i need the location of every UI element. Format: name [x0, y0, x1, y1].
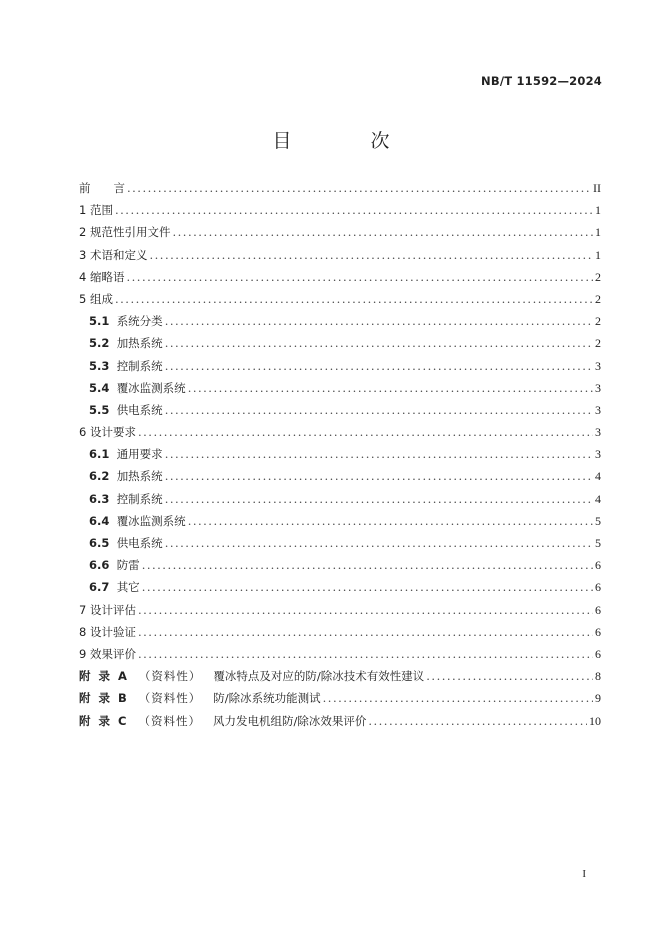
- toc-entry-label: 组成: [89, 291, 113, 306]
- toc-entry-page: 2: [595, 314, 601, 329]
- toc-entry[interactable]: [79, 424, 601, 446]
- toc-entry-number: 3: [79, 247, 87, 262]
- dot-leader: [165, 336, 593, 350]
- toc-entry[interactable]: [79, 579, 601, 601]
- toc-entry-page: 3: [595, 402, 601, 417]
- toc-entry-label: 控制系统: [116, 491, 163, 506]
- toc-entry-number: 6.2: [89, 469, 110, 484]
- toc-entry-page: 5: [595, 536, 601, 550]
- toc-entry-number: 1: [79, 203, 87, 218]
- annex-title: 覆冰特点及对应的防/除冰技术有效性建议: [213, 669, 425, 684]
- toc-entry-spacer: [109, 558, 116, 572]
- toc-entry-spacer: [109, 514, 116, 528]
- toc-entry[interactable]: [79, 380, 601, 402]
- dot-leader: [165, 536, 593, 550]
- dot-leader: [165, 447, 593, 461]
- dot-leader: [165, 403, 593, 417]
- toc-entry[interactable]: [79, 224, 601, 246]
- toc-entry-number: 5.3: [89, 358, 110, 373]
- toc-entry[interactable]: [79, 491, 601, 513]
- toc-entry-spacer: [109, 359, 116, 373]
- toc-entry-spacer: [109, 447, 116, 461]
- toc-entry-number: 7: [79, 602, 87, 617]
- toc-entry-page: 1: [595, 247, 601, 262]
- toc-entry-page: 2: [595, 336, 601, 351]
- toc-entry-label: 加热系统: [116, 469, 163, 484]
- dot-leader: [138, 425, 593, 439]
- dot-leader: [426, 669, 593, 683]
- toc-entry[interactable]: [79, 358, 601, 380]
- dot-leader: [115, 292, 593, 306]
- toc-entry[interactable]: [79, 646, 601, 668]
- toc-entry[interactable]: [79, 269, 601, 291]
- toc-entry-label: 效果评价: [89, 646, 136, 661]
- toc-entry[interactable]: [79, 202, 601, 224]
- toc-entry-number: 6.6: [89, 558, 110, 573]
- dot-leader: [138, 647, 593, 661]
- toc-entry-number: 5.2: [89, 336, 110, 351]
- dot-leader: [323, 691, 593, 705]
- toc-entry-number: 6.3: [89, 491, 110, 506]
- toc-entry-page: 3: [595, 447, 601, 462]
- dot-leader: [165, 314, 593, 328]
- annex-title: 风力发电机组防/除冰效果评价: [212, 713, 367, 728]
- table-of-contents: [79, 180, 601, 735]
- toc-entry-page: 3: [595, 358, 601, 373]
- toc-entry[interactable]: [79, 624, 601, 646]
- dot-leader: [172, 225, 593, 239]
- toc-entry-spacer: [109, 536, 116, 550]
- dot-leader: [368, 714, 587, 728]
- toc-entry-label: 系统分类: [116, 314, 163, 329]
- toc-entry-label: 设计验证: [89, 624, 136, 639]
- dot-leader: [149, 248, 593, 262]
- toc-entry-page: 3: [595, 425, 601, 440]
- dot-leader: [165, 492, 593, 506]
- toc-entry-page: 5: [595, 513, 601, 528]
- page-number: I: [582, 868, 586, 880]
- toc-entry-number: 5.1: [89, 314, 110, 329]
- toc-entry-page: 3: [595, 380, 601, 395]
- toc-entry[interactable]: [79, 602, 601, 624]
- dot-leader: [142, 580, 593, 594]
- annex-page: 9: [595, 691, 601, 706]
- toc-entry[interactable]: [79, 446, 601, 468]
- toc-entry-page: 6: [595, 624, 601, 639]
- toc-entry-label: 供电系统: [116, 536, 163, 550]
- toc-entry-page: II: [593, 181, 601, 195]
- toc-entry-spacer: [109, 469, 116, 483]
- dot-leader: [165, 469, 593, 483]
- toc-entry-spacer: [109, 336, 116, 350]
- toc-entry[interactable]: [79, 180, 601, 202]
- dot-leader: [142, 558, 593, 572]
- toc-entry[interactable]: [79, 513, 601, 535]
- annex-letter: A: [118, 669, 127, 684]
- toc-entry-page: 6: [595, 580, 601, 595]
- annex-letter: B: [118, 691, 127, 706]
- toc-entry-spacer: [109, 492, 116, 506]
- toc-entry[interactable]: [79, 335, 601, 357]
- toc-entry-label: 缩略语: [89, 269, 125, 284]
- toc-entry-number: 6.4: [89, 513, 110, 528]
- annex-letter: C: [118, 713, 127, 728]
- dot-leader: [188, 514, 593, 528]
- toc-entry-spacer: [109, 580, 116, 594]
- toc-entry-number: 6.7: [89, 580, 110, 595]
- toc-entry-spacer: [109, 403, 116, 417]
- toc-entry-label: 范围: [89, 203, 113, 218]
- dot-leader: [188, 381, 593, 395]
- toc-entry[interactable]: [79, 535, 601, 557]
- toc-entry-page: 2: [595, 269, 601, 284]
- toc-entry[interactable]: [79, 313, 601, 335]
- annex-type: （资料性）: [138, 669, 202, 684]
- toc-entry-page: 1: [595, 225, 601, 240]
- dot-leader: [127, 181, 591, 195]
- annex-type: （资料性）: [138, 713, 201, 728]
- toc-annex-entry[interactable]: [79, 713, 601, 735]
- toc-entry-label: 加热系统: [116, 336, 163, 351]
- dot-leader: [138, 625, 593, 639]
- standard-code: NB/T 11592—2024: [481, 74, 602, 88]
- annex-type: （资料性）: [138, 691, 202, 706]
- toc-annex-entry[interactable]: [79, 668, 601, 690]
- toc-entry-label: 术语和定义: [89, 247, 148, 262]
- toc-entry-number: 5: [79, 291, 87, 306]
- annex-prefix: 附录: [79, 713, 118, 728]
- annex-prefix: 附录: [79, 669, 118, 684]
- annex-title: 防/除冰系统功能测试: [213, 691, 321, 706]
- toc-entry-page: 6: [595, 558, 601, 573]
- toc-entry[interactable]: [79, 402, 601, 424]
- toc-entry-page: 6: [595, 646, 601, 661]
- toc-entry-label: 前 言: [79, 181, 125, 195]
- toc-entry-number: 9: [79, 646, 87, 661]
- toc-entry-spacer: [109, 381, 116, 395]
- toc-entry-page: 2: [595, 291, 601, 306]
- dot-leader: [115, 203, 593, 217]
- toc-entry[interactable]: [79, 557, 601, 579]
- toc-entry-label: 设计要求: [89, 425, 136, 440]
- toc-entry-label: 规范性引用文件: [89, 225, 171, 240]
- toc-entry-number: 8: [79, 624, 87, 639]
- toc-entry-label: 覆冰监测系统: [116, 380, 186, 395]
- toc-entry-page: 4: [595, 469, 601, 484]
- toc-entry-number: 6.5: [89, 536, 110, 550]
- toc-entry-label: 通用要求: [116, 447, 163, 462]
- toc-entry-page: 4: [595, 491, 601, 506]
- toc-entry-spacer: [109, 314, 116, 328]
- toc-entry-label: 供电系统: [116, 402, 163, 417]
- toc-entry-label: 其它: [116, 580, 140, 595]
- dot-leader: [138, 603, 593, 617]
- toc-entry-number: 5.4: [89, 380, 110, 395]
- dot-leader: [126, 270, 593, 284]
- toc-annex-entry[interactable]: [79, 690, 601, 712]
- annex-page: 8: [595, 669, 601, 684]
- toc-entry[interactable]: [79, 468, 601, 490]
- toc-entry-number: 6: [79, 425, 87, 440]
- annex-prefix: 附录: [79, 691, 118, 706]
- annex-page: 10: [589, 713, 601, 728]
- toc-entry-number: 5.5: [89, 402, 110, 417]
- toc-entry-label: 设计评估: [89, 602, 136, 617]
- toc-entry-number: 2: [79, 225, 87, 240]
- toc-entry-label: 覆冰监测系统: [116, 513, 186, 528]
- page-title: 目 次: [272, 130, 420, 152]
- toc-entry-label: 控制系统: [116, 358, 163, 373]
- toc-entry-number: 6.1: [89, 447, 110, 462]
- dot-leader: [165, 359, 593, 373]
- toc-entry-page: 1: [595, 203, 601, 218]
- toc-entry-number: 4: [79, 269, 87, 284]
- toc-entry[interactable]: [79, 291, 601, 313]
- toc-entry-label: 防雷: [116, 558, 140, 573]
- toc-entry-page: 6: [595, 602, 601, 617]
- toc-entry[interactable]: [79, 247, 601, 269]
